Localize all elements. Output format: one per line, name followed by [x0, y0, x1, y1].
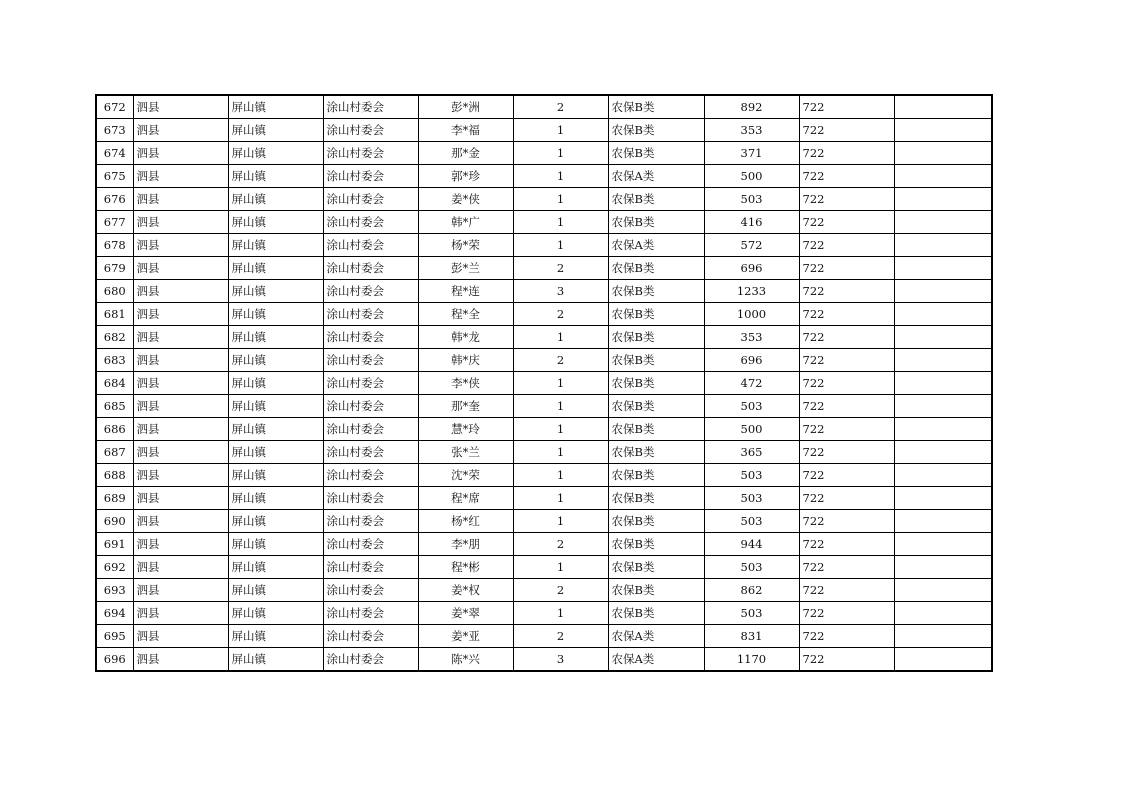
cell-remark	[894, 280, 992, 303]
cell-household-count: 1	[513, 165, 608, 188]
cell-county: 泗县	[133, 372, 228, 395]
cell-row-number: 688	[96, 464, 133, 487]
table-row	[96, 602, 992, 625]
cell-insurance-category: 农保B类	[608, 579, 704, 602]
cell-amount: 371	[704, 142, 799, 165]
cell-amount: 503	[704, 487, 799, 510]
cell-standard: 722	[799, 441, 894, 464]
cell-amount: 696	[704, 349, 799, 372]
cell-household-count: 2	[513, 533, 608, 556]
cell-insurance-category: 农保B类	[608, 487, 704, 510]
table-row	[96, 188, 992, 211]
cell-row-number: 689	[96, 487, 133, 510]
cell-remark	[894, 211, 992, 234]
cell-amount: 500	[704, 165, 799, 188]
cell-row-number: 686	[96, 418, 133, 441]
cell-remark	[894, 257, 992, 280]
cell-town: 屏山镇	[228, 303, 323, 326]
cell-remark	[894, 119, 992, 142]
cell-standard: 722	[799, 418, 894, 441]
table-row	[96, 648, 992, 672]
cell-standard: 722	[799, 211, 894, 234]
cell-person-name: 李*朋	[418, 533, 513, 556]
cell-amount: 353	[704, 326, 799, 349]
cell-row-number: 694	[96, 602, 133, 625]
cell-household-count: 1	[513, 395, 608, 418]
cell-amount: 416	[704, 211, 799, 234]
cell-county: 泗县	[133, 556, 228, 579]
cell-household-count: 3	[513, 280, 608, 303]
cell-amount: 944	[704, 533, 799, 556]
cell-person-name: 杨*荣	[418, 234, 513, 257]
cell-village-committee: 涂山村委会	[323, 487, 418, 510]
cell-town: 屏山镇	[228, 602, 323, 625]
table-row	[96, 556, 992, 579]
cell-row-number: 691	[96, 533, 133, 556]
cell-amount: 1170	[704, 648, 799, 672]
cell-row-number: 690	[96, 510, 133, 533]
cell-town: 屏山镇	[228, 349, 323, 372]
cell-insurance-category: 农保B类	[608, 95, 704, 119]
table-row	[96, 211, 992, 234]
table-row	[96, 165, 992, 188]
cell-person-name: 姜*权	[418, 579, 513, 602]
cell-remark	[894, 487, 992, 510]
cell-insurance-category: 农保B类	[608, 395, 704, 418]
cell-remark	[894, 95, 992, 119]
cell-person-name: 彭*兰	[418, 257, 513, 280]
cell-village-committee: 涂山村委会	[323, 211, 418, 234]
cell-household-count: 1	[513, 464, 608, 487]
cell-village-committee: 涂山村委会	[323, 119, 418, 142]
table-row	[96, 119, 992, 142]
cell-household-count: 1	[513, 326, 608, 349]
cell-remark	[894, 326, 992, 349]
cell-village-committee: 涂山村委会	[323, 280, 418, 303]
cell-person-name: 那*奎	[418, 395, 513, 418]
cell-county: 泗县	[133, 188, 228, 211]
cell-town: 屏山镇	[228, 395, 323, 418]
cell-remark	[894, 418, 992, 441]
cell-county: 泗县	[133, 326, 228, 349]
table-row	[96, 280, 992, 303]
cell-amount: 503	[704, 188, 799, 211]
cell-person-name: 李*福	[418, 119, 513, 142]
cell-insurance-category: 农保B类	[608, 188, 704, 211]
table-row	[96, 234, 992, 257]
cell-county: 泗县	[133, 280, 228, 303]
cell-household-count: 1	[513, 234, 608, 257]
cell-remark	[894, 165, 992, 188]
cell-standard: 722	[799, 579, 894, 602]
records-table	[95, 94, 993, 672]
cell-insurance-category: 农保B类	[608, 119, 704, 142]
cell-village-committee: 涂山村委会	[323, 464, 418, 487]
cell-person-name: 李*侠	[418, 372, 513, 395]
cell-county: 泗县	[133, 510, 228, 533]
cell-amount: 503	[704, 395, 799, 418]
cell-person-name: 韩*龙	[418, 326, 513, 349]
cell-town: 屏山镇	[228, 648, 323, 672]
table-row	[96, 257, 992, 280]
cell-row-number: 695	[96, 625, 133, 648]
cell-row-number: 682	[96, 326, 133, 349]
cell-standard: 722	[799, 533, 894, 556]
table-row	[96, 95, 992, 119]
cell-row-number: 679	[96, 257, 133, 280]
cell-row-number: 692	[96, 556, 133, 579]
cell-county: 泗县	[133, 165, 228, 188]
cell-village-committee: 涂山村委会	[323, 142, 418, 165]
table-row	[96, 510, 992, 533]
cell-village-committee: 涂山村委会	[323, 188, 418, 211]
cell-standard: 722	[799, 395, 894, 418]
cell-person-name: 韩*广	[418, 211, 513, 234]
cell-village-committee: 涂山村委会	[323, 579, 418, 602]
cell-row-number: 681	[96, 303, 133, 326]
cell-person-name: 姜*侠	[418, 188, 513, 211]
cell-county: 泗县	[133, 579, 228, 602]
cell-row-number: 683	[96, 349, 133, 372]
cell-town: 屏山镇	[228, 188, 323, 211]
cell-village-committee: 涂山村委会	[323, 326, 418, 349]
cell-village-committee: 涂山村委会	[323, 95, 418, 119]
cell-standard: 722	[799, 349, 894, 372]
cell-amount: 500	[704, 418, 799, 441]
cell-row-number: 673	[96, 119, 133, 142]
table-row	[96, 418, 992, 441]
cell-county: 泗县	[133, 349, 228, 372]
cell-remark	[894, 579, 992, 602]
cell-person-name: 彭*洲	[418, 95, 513, 119]
cell-insurance-category: 农保B类	[608, 257, 704, 280]
cell-household-count: 1	[513, 372, 608, 395]
cell-insurance-category: 农保B类	[608, 418, 704, 441]
cell-standard: 722	[799, 372, 894, 395]
cell-household-count: 1	[513, 418, 608, 441]
cell-row-number: 674	[96, 142, 133, 165]
cell-town: 屏山镇	[228, 326, 323, 349]
cell-amount: 892	[704, 95, 799, 119]
cell-village-committee: 涂山村委会	[323, 510, 418, 533]
cell-county: 泗县	[133, 257, 228, 280]
cell-household-count: 1	[513, 602, 608, 625]
cell-town: 屏山镇	[228, 464, 323, 487]
cell-insurance-category: 农保B类	[608, 211, 704, 234]
cell-county: 泗县	[133, 95, 228, 119]
cell-household-count: 2	[513, 257, 608, 280]
cell-standard: 722	[799, 257, 894, 280]
cell-village-committee: 涂山村委会	[323, 418, 418, 441]
cell-standard: 722	[799, 510, 894, 533]
cell-standard: 722	[799, 556, 894, 579]
cell-standard: 722	[799, 119, 894, 142]
cell-town: 屏山镇	[228, 418, 323, 441]
cell-standard: 722	[799, 602, 894, 625]
table-row	[96, 625, 992, 648]
cell-amount: 472	[704, 372, 799, 395]
cell-county: 泗县	[133, 234, 228, 257]
cell-amount: 831	[704, 625, 799, 648]
cell-standard: 722	[799, 165, 894, 188]
cell-person-name: 慧*玲	[418, 418, 513, 441]
cell-insurance-category: 农保A类	[608, 648, 704, 672]
cell-town: 屏山镇	[228, 441, 323, 464]
cell-county: 泗县	[133, 395, 228, 418]
cell-row-number: 680	[96, 280, 133, 303]
cell-person-name: 韩*庆	[418, 349, 513, 372]
table-row	[96, 372, 992, 395]
cell-insurance-category: 农保A类	[608, 234, 704, 257]
cell-remark	[894, 441, 992, 464]
cell-village-committee: 涂山村委会	[323, 625, 418, 648]
cell-county: 泗县	[133, 142, 228, 165]
cell-county: 泗县	[133, 487, 228, 510]
cell-standard: 722	[799, 95, 894, 119]
cell-amount: 503	[704, 556, 799, 579]
cell-standard: 722	[799, 648, 894, 672]
cell-county: 泗县	[133, 418, 228, 441]
cell-household-count: 1	[513, 510, 608, 533]
cell-household-count: 1	[513, 441, 608, 464]
cell-town: 屏山镇	[228, 119, 323, 142]
cell-county: 泗县	[133, 648, 228, 672]
cell-town: 屏山镇	[228, 165, 323, 188]
cell-remark	[894, 395, 992, 418]
cell-amount: 1233	[704, 280, 799, 303]
cell-town: 屏山镇	[228, 95, 323, 119]
cell-row-number: 684	[96, 372, 133, 395]
table-row	[96, 579, 992, 602]
cell-household-count: 1	[513, 119, 608, 142]
cell-remark	[894, 510, 992, 533]
cell-amount: 353	[704, 119, 799, 142]
cell-insurance-category: 农保A类	[608, 165, 704, 188]
cell-remark	[894, 464, 992, 487]
cell-amount: 572	[704, 234, 799, 257]
cell-row-number: 677	[96, 211, 133, 234]
cell-insurance-category: 农保B类	[608, 464, 704, 487]
cell-standard: 722	[799, 142, 894, 165]
cell-insurance-category: 农保B类	[608, 142, 704, 165]
cell-row-number: 685	[96, 395, 133, 418]
cell-town: 屏山镇	[228, 211, 323, 234]
table-row	[96, 441, 992, 464]
cell-town: 屏山镇	[228, 510, 323, 533]
cell-village-committee: 涂山村委会	[323, 303, 418, 326]
cell-village-committee: 涂山村委会	[323, 602, 418, 625]
cell-household-count: 1	[513, 188, 608, 211]
table-row	[96, 533, 992, 556]
cell-household-count: 2	[513, 303, 608, 326]
cell-insurance-category: 农保B类	[608, 349, 704, 372]
cell-county: 泗县	[133, 625, 228, 648]
cell-county: 泗县	[133, 441, 228, 464]
cell-household-count: 3	[513, 648, 608, 672]
cell-household-count: 2	[513, 625, 608, 648]
cell-person-name: 陈*兴	[418, 648, 513, 672]
cell-town: 屏山镇	[228, 625, 323, 648]
cell-town: 屏山镇	[228, 556, 323, 579]
cell-county: 泗县	[133, 533, 228, 556]
cell-amount: 1000	[704, 303, 799, 326]
cell-household-count: 1	[513, 211, 608, 234]
cell-village-committee: 涂山村委会	[323, 441, 418, 464]
cell-row-number: 687	[96, 441, 133, 464]
cell-household-count: 1	[513, 142, 608, 165]
cell-remark	[894, 602, 992, 625]
cell-amount: 503	[704, 464, 799, 487]
cell-village-committee: 涂山村委会	[323, 372, 418, 395]
cell-village-committee: 涂山村委会	[323, 234, 418, 257]
cell-amount: 503	[704, 602, 799, 625]
cell-county: 泗县	[133, 211, 228, 234]
cell-standard: 722	[799, 326, 894, 349]
cell-person-name: 姜*翠	[418, 602, 513, 625]
table-row	[96, 395, 992, 418]
table-row	[96, 349, 992, 372]
cell-village-committee: 涂山村委会	[323, 349, 418, 372]
cell-person-name: 程*全	[418, 303, 513, 326]
cell-household-count: 2	[513, 579, 608, 602]
cell-person-name: 程*连	[418, 280, 513, 303]
cell-person-name: 沈*荣	[418, 464, 513, 487]
cell-row-number: 672	[96, 95, 133, 119]
cell-amount: 696	[704, 257, 799, 280]
cell-person-name: 程*席	[418, 487, 513, 510]
cell-insurance-category: 农保B类	[608, 602, 704, 625]
cell-person-name: 程*彬	[418, 556, 513, 579]
cell-remark	[894, 372, 992, 395]
cell-town: 屏山镇	[228, 579, 323, 602]
cell-remark	[894, 625, 992, 648]
cell-insurance-category: 农保A类	[608, 625, 704, 648]
cell-row-number: 693	[96, 579, 133, 602]
cell-remark	[894, 142, 992, 165]
cell-insurance-category: 农保B类	[608, 303, 704, 326]
cell-village-committee: 涂山村委会	[323, 556, 418, 579]
cell-standard: 722	[799, 188, 894, 211]
cell-insurance-category: 农保B类	[608, 372, 704, 395]
cell-insurance-category: 农保B类	[608, 533, 704, 556]
cell-village-committee: 涂山村委会	[323, 533, 418, 556]
cell-person-name: 张*兰	[418, 441, 513, 464]
cell-standard: 722	[799, 303, 894, 326]
cell-standard: 722	[799, 625, 894, 648]
table-row	[96, 303, 992, 326]
cell-insurance-category: 农保B类	[608, 280, 704, 303]
cell-insurance-category: 农保B类	[608, 556, 704, 579]
cell-insurance-category: 农保B类	[608, 510, 704, 533]
cell-county: 泗县	[133, 464, 228, 487]
table-row	[96, 326, 992, 349]
cell-row-number: 676	[96, 188, 133, 211]
cell-town: 屏山镇	[228, 234, 323, 257]
cell-household-count: 1	[513, 487, 608, 510]
cell-person-name: 郭*珍	[418, 165, 513, 188]
cell-village-committee: 涂山村委会	[323, 257, 418, 280]
cell-row-number: 675	[96, 165, 133, 188]
cell-village-committee: 涂山村委会	[323, 165, 418, 188]
cell-amount: 862	[704, 579, 799, 602]
cell-standard: 722	[799, 234, 894, 257]
cell-row-number: 678	[96, 234, 133, 257]
cell-county: 泗县	[133, 602, 228, 625]
cell-standard: 722	[799, 280, 894, 303]
cell-person-name: 杨*红	[418, 510, 513, 533]
cell-town: 屏山镇	[228, 280, 323, 303]
cell-town: 屏山镇	[228, 257, 323, 280]
table-row	[96, 142, 992, 165]
cell-amount: 503	[704, 510, 799, 533]
data-sheet	[95, 94, 991, 672]
cell-person-name: 姜*亚	[418, 625, 513, 648]
cell-household-count: 2	[513, 95, 608, 119]
cell-household-count: 2	[513, 349, 608, 372]
cell-remark	[894, 303, 992, 326]
cell-remark	[894, 533, 992, 556]
cell-remark	[894, 349, 992, 372]
cell-remark	[894, 234, 992, 257]
cell-county: 泗县	[133, 303, 228, 326]
cell-insurance-category: 农保B类	[608, 441, 704, 464]
cell-standard: 722	[799, 487, 894, 510]
cell-person-name: 那*金	[418, 142, 513, 165]
table-row	[96, 464, 992, 487]
cell-standard: 722	[799, 464, 894, 487]
cell-remark	[894, 556, 992, 579]
cell-insurance-category: 农保B类	[608, 326, 704, 349]
table-row	[96, 487, 992, 510]
cell-village-committee: 涂山村委会	[323, 395, 418, 418]
cell-town: 屏山镇	[228, 487, 323, 510]
cell-village-committee: 涂山村委会	[323, 648, 418, 672]
cell-town: 屏山镇	[228, 142, 323, 165]
table-body	[96, 95, 992, 671]
cell-row-number: 696	[96, 648, 133, 672]
cell-amount: 365	[704, 441, 799, 464]
cell-county: 泗县	[133, 119, 228, 142]
cell-town: 屏山镇	[228, 372, 323, 395]
cell-household-count: 1	[513, 556, 608, 579]
cell-remark	[894, 648, 992, 672]
cell-town: 屏山镇	[228, 533, 323, 556]
cell-remark	[894, 188, 992, 211]
